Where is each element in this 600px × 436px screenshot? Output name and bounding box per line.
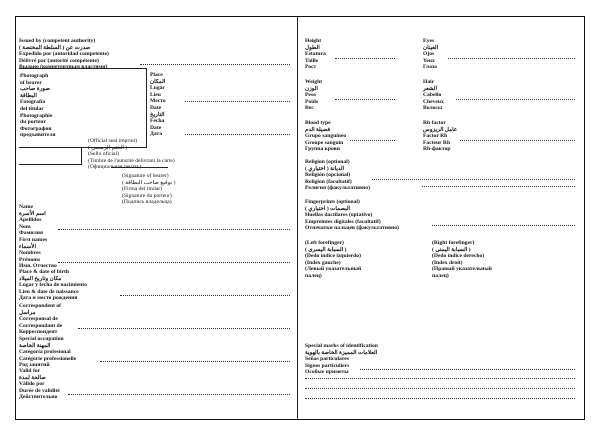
rh-factor-label: Rh factor عامل الريزوس Factor Rh Facteur Rh Rh-фактор [423,120,458,153]
fingerprints-line [432,225,575,226]
eyes-label: Eyes العينان Ojos Yeux Глаза [423,38,439,71]
eyes-line [448,58,575,59]
blood-type-label: Blood type فصيلة الدم Grupo sanguíneo Groupe sanguin Группа крови [305,120,347,153]
first-names-line [58,262,290,263]
correspondent-label: Correspondent of مراسل Corresponsal de Correspondant de Корреспондент [19,303,63,336]
occupation-label: Special occupation المهنة الخاصة Categoría profesional Catégorie professionelle Род занятий [19,336,77,369]
religion-line [372,179,575,180]
rh-factor-line [460,140,575,141]
hair-line [456,99,575,100]
photo-label: Photograph of bearer صورة صاحب البطاقة Fotografía del titular Photographie du porteur Фотография предъявителя [20,73,56,139]
signature-line [111,167,168,168]
official-seal-label: (Official seal imprint) ( الختم الرسمي ) (Sello oficial) (Timbre de l'autorité délivrant la carte) (Официальная печать) [88,138,175,171]
special-marks-label: Special marks of identification العلامات المميزة الخاصة بالهوية Señas particulares Signes particuliers Особые приметы [305,343,378,376]
first-names-label: First names الأسماء Nombres Prénoms Имя, Отчество [19,237,57,270]
issued-by-line [140,64,290,65]
issued-by-label: Issued by (competent authority) صدرت عن ( السلطة المختصة ) Expedido por (autoridad competente) Délivré par (autorité compétente) Выдано (компетентным властями) [19,38,109,71]
right-forefinger-label: (Right forefinger) ( السبابة اليمنى ) (Dedo índice derecho) (Index droit) (Правый указательный палец) [432,240,492,279]
height-line [335,58,395,59]
special-marks-line-1 [360,369,575,370]
seal-box [19,147,82,165]
signature-label: (Signature of bearer) ( توقيع صاحب البطاقة ) (Firma del titular) (Signature du porteur) (Подпись владельца) [122,173,176,206]
special-marks-line-2 [305,378,575,379]
special-marks-line-4 [305,398,575,399]
blood-type-line [350,140,395,141]
date-line [185,134,290,135]
correspondent-line [78,328,290,329]
name-line [58,229,290,230]
occupation-line [100,361,290,362]
place-date-label: Place المكان Lugar Lieu Место Date التاريخ Fecha Date Дата [150,72,166,138]
special-marks-line-3 [305,388,575,389]
card-fold-line [297,16,298,420]
religion-line-2 [422,186,575,187]
birth-label: Place & date of birth مكان وتاريخ الميلاد Lugar y fecha de nacimiento Lieu & date de naissance Дата и место рождения [19,269,87,302]
weight-line [335,99,395,100]
fingerprints-label: Fingerprints (optional) البصمات ( اختياري ) Huellas dactilares (optativo) Empreintes digitales (facultatif) Отпечатки пальцев (факультативно) [305,199,399,232]
hair-label: Hair الشعر Cabello Cheveux Волосы [423,79,444,112]
valid-for-line [68,394,290,395]
name-label: Name اسم الأسرة Apellidos Nom Фамилия [19,204,46,237]
religion-label: Religion (optional) الديانة ( اختياري ) Religión (opcional) Religion (facultatif) Религия (факультативно) [305,159,370,192]
weight-label: Weight الوزن Peso Poids Вес [305,79,323,112]
height-label: Height الطول Estatura Taille Рост [305,38,326,71]
valid-for-label: Valid for صالحة لمدة Válido por Durée de validité Действительно [19,368,60,401]
place-line [185,101,290,102]
birth-line [120,295,290,296]
left-forefinger-label: (Left forefinger) ( السبابة اليسرى ) (Dedo índice izquierdo) (Index gauche) (Левый указательный палец) [305,240,362,279]
